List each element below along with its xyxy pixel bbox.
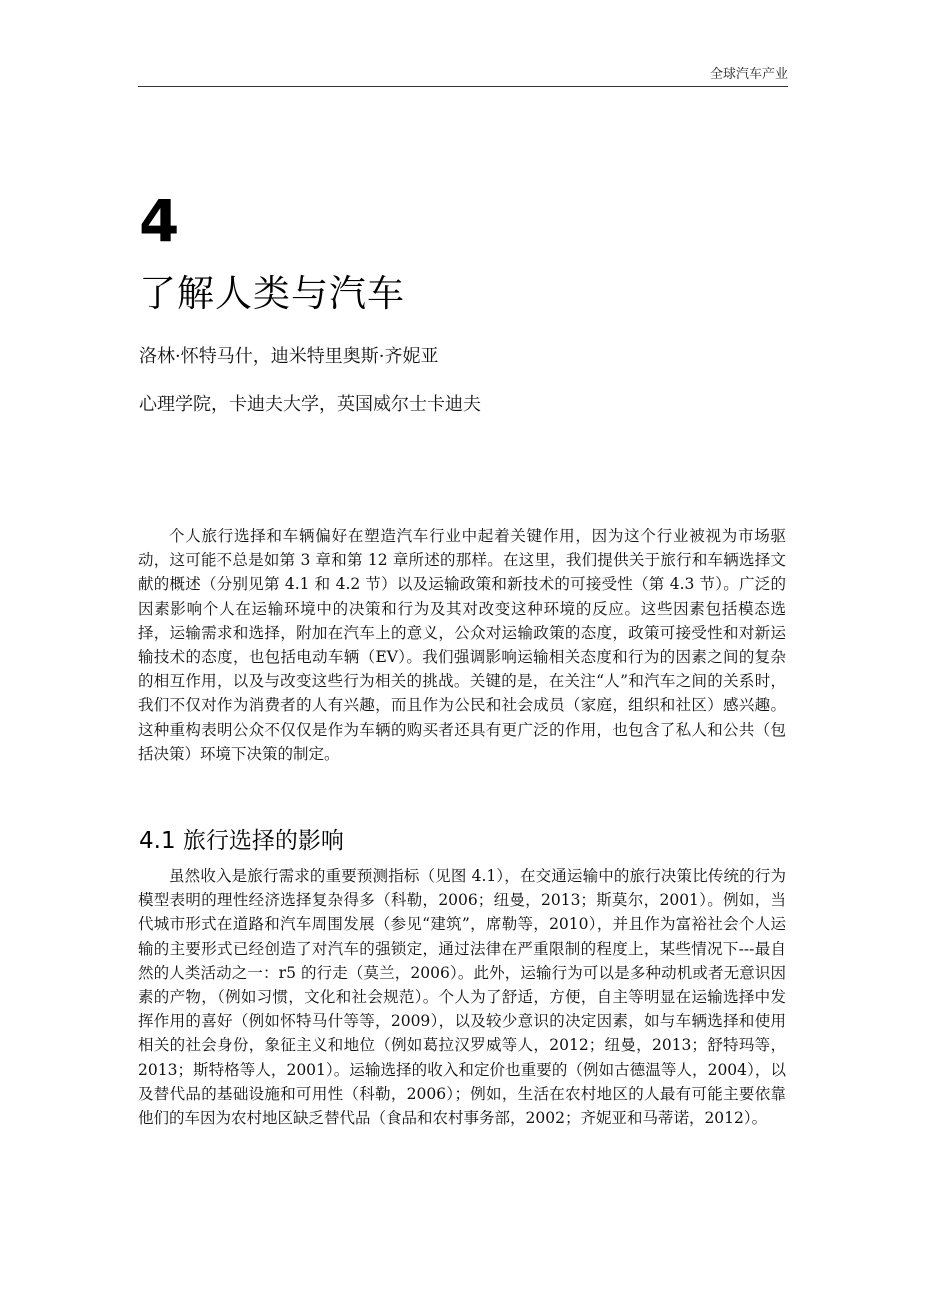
section-heading: 4.1 旅行选择的影响 [139,828,344,854]
running-header: 全球汽车产业 [138,64,788,87]
chapter-number: 4 [139,187,180,255]
intro-paragraph: 个人旅行选择和车辆偏好在塑造汽车行业中起着关键作用，因为这个行业被视为市场驱动，这可能不总是如第 3 章和第 12 章所述的那样。在这里，我们提供关于旅行和车辆选择文献的概述（分别见第 4.1 和 4.2 节）以及运输政策和新技术的可接受性（第 4.3 节）。广泛的因素影响个人在运输环境中的决策和行为及其对改变这种环境的反应。这些因素包括模态选择，运输需求和选择，附加在汽车上的意义，公众对运输政策的态度，政策可接受性和对新运输技术的态度，也包括电动车辆（EV）。我们强调影响运输相关态度和行为的因素之间的复杂的相互作用，以及与改变这些行为相关的挑战。关键的是，在关注“人”和汽车之间的关系时，我们不仅对作为消费者的人有兴趣，而且作为公民和社会成员（家庭，组织和社区）感兴趣。这种重构表明公众不仅仅是作为车辆的购买者还具有更广泛的作用，也包含了私人和公共（包括决策）环境下决策的制定。 [138,527,786,763]
chapter-affiliation: 心理学院，卡迪夫大学，英国威尔士卡迪夫 [139,394,481,415]
section-paragraph: 虽然收入是旅行需求的重要预测指标（见图 4.1），在交通运输中的旅行决策比传统的行为模型表明的理性经济选择复杂得多（科勒，2006；纽曼，2013；斯莫尔，2001）。例如，当代城市形式在道路和汽车周围发展（参见“建筑”，席勒等，2010），并且作为富裕社会个人运输的主要形式已经创造了对汽车的强锁定，通过法律在严重限制的程度上，某些情况下---最自然的人类活动之一：r5 的行走（莫兰，2006）。此外，运输行为可以是多种动机或者无意识因素的产物，（例如习惯，文化和社会规范）。个人为了舒适，方便，自主等明显在运输选择中发挥作用的喜好（例如怀特马什等等，2009），以及较少意识的决定因素，如与车辆选择和使用相关的社会身份，象征主义和地位（例如葛拉汉罗威等人，2012；纽曼，2013；舒特玛等，2013；斯特格等人，2001）。运输选择的收入和定价也重要的（例如古德温等人，2004），以及替代品的基础设施和可用性（科勒，2006）；例如，生活在农村地区的人最有可能主要依靠他们的车因为农村地区缺乏替代品（食品和农村事务部，2002；齐妮亚和马蒂诺，2012）。 [138,867,786,1128]
chapter-authors: 洛林·怀特马什，迪米特里奥斯·齐妮亚 [139,346,439,367]
chapter-title: 了解人类与汽车 [139,272,405,315]
